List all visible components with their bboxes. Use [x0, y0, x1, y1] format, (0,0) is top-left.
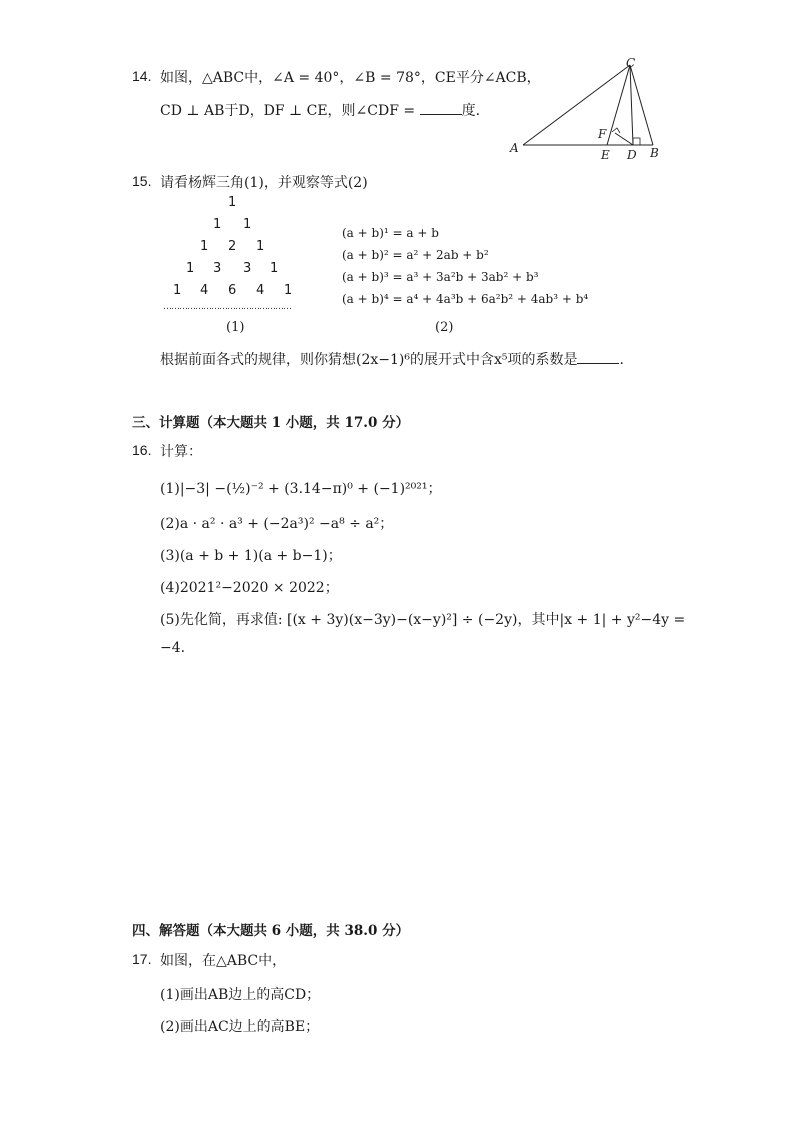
- equation-4: (a + b)⁴ = a⁴ + 4a³b + 6a²b² + 4ab³ + b⁴: [342, 292, 589, 306]
- tri-cell: 2: [228, 239, 237, 254]
- equation-1: (a + b)¹ = a + b: [342, 226, 439, 240]
- q17-item-1: (1)画出AB边上的高CD；: [160, 987, 321, 1003]
- q14-line2-suffix: 度.: [461, 103, 481, 119]
- tri-cell: 1: [186, 261, 195, 276]
- q17-intro: 如图，在△ABC中，: [160, 953, 287, 969]
- q14-number: 14.: [132, 68, 152, 84]
- tri-cell: 1: [256, 239, 265, 254]
- tri-cell: 4: [200, 283, 209, 298]
- pascal-triangle: [160, 195, 310, 305]
- tri-cell: 6: [228, 283, 237, 298]
- q17-number: 17.: [132, 951, 152, 967]
- label-B: B: [650, 146, 659, 160]
- q15-question: [160, 349, 624, 369]
- tri-cell: 1: [243, 217, 252, 232]
- q14-line1: 如图，△ABC中，∠A = 40°，∠B = 78°，CE平分∠ACB，: [160, 70, 541, 86]
- label-F: F: [598, 127, 607, 141]
- q16-item-5: (5)先化简，再求值: [(x + 3y)(x−3y)−(x−y)²] ÷ (−2y)，其中|x + 1| + y²−4y =: [160, 612, 686, 628]
- tri-cell: 1: [270, 261, 279, 276]
- label-C: C: [626, 56, 636, 70]
- q15-question-suffix: .: [619, 352, 624, 368]
- q14-line2-text: CD ⊥ AB于D，DF ⊥ CE，则∠CDF =: [160, 103, 420, 119]
- label-E: E: [601, 148, 610, 162]
- caption-2: (2): [435, 320, 454, 335]
- q17-item-2: (2)画出AC边上的高BE；: [160, 1019, 320, 1035]
- equation-3: (a + b)³ = a³ + 3a²b + 3ab² + b³: [342, 270, 539, 284]
- label-A: A: [510, 141, 519, 155]
- q16-item-2: (2)a · a² · a³ + (−2a³)² −a⁸ ÷ a²；: [160, 516, 394, 532]
- section-4-title: 四、解答题（本大题共 6 小题，共 38.0 分）: [132, 923, 410, 939]
- section-3-title: 三、计算题（本大题共 1 小题，共 17.0 分）: [132, 415, 410, 431]
- tri-cell: 1: [284, 283, 293, 298]
- tri-cell: 3: [243, 261, 252, 276]
- tri-cell: 1: [200, 239, 209, 254]
- q16-item-5-cont: −4.: [160, 640, 186, 656]
- q14-line2: [160, 100, 480, 120]
- tri-cell: 1: [213, 217, 222, 232]
- equation-2: (a + b)² = a² + 2ab + b²: [342, 248, 489, 262]
- q14-triangle-figure: [505, 55, 670, 165]
- tri-cell: 4: [256, 283, 265, 298]
- q15-answer-blank[interactable]: [577, 351, 619, 364]
- q16-item-3: (3)(a + b + 1)(a + b−1)；: [160, 548, 342, 564]
- q14-answer-blank[interactable]: [420, 102, 462, 115]
- q16-item-1: (1)|−3| −(½)⁻² + (3.14−π)⁰ + (−1)²⁰²¹；: [160, 481, 442, 497]
- triangle-dots: …………………………………………: [163, 302, 291, 312]
- q16-number: 16.: [132, 442, 152, 458]
- q15-question-text: 根据前面各式的规律，则你猜想(2x−1)⁶的展开式中含x⁵项的系数是: [160, 352, 578, 368]
- tri-cell: 1: [173, 283, 182, 298]
- q16-item-4: (4)2021²−2020 × 2022；: [160, 580, 339, 596]
- q15-number: 15.: [132, 173, 152, 189]
- caption-1: (1): [226, 320, 245, 335]
- q15-intro: 请看杨辉三角(1)，并观察等式(2): [160, 175, 368, 191]
- label-D: D: [627, 148, 637, 162]
- tri-cell: 1: [228, 195, 237, 210]
- q16-intro: 计算：: [160, 444, 202, 460]
- tri-cell: 3: [213, 261, 222, 276]
